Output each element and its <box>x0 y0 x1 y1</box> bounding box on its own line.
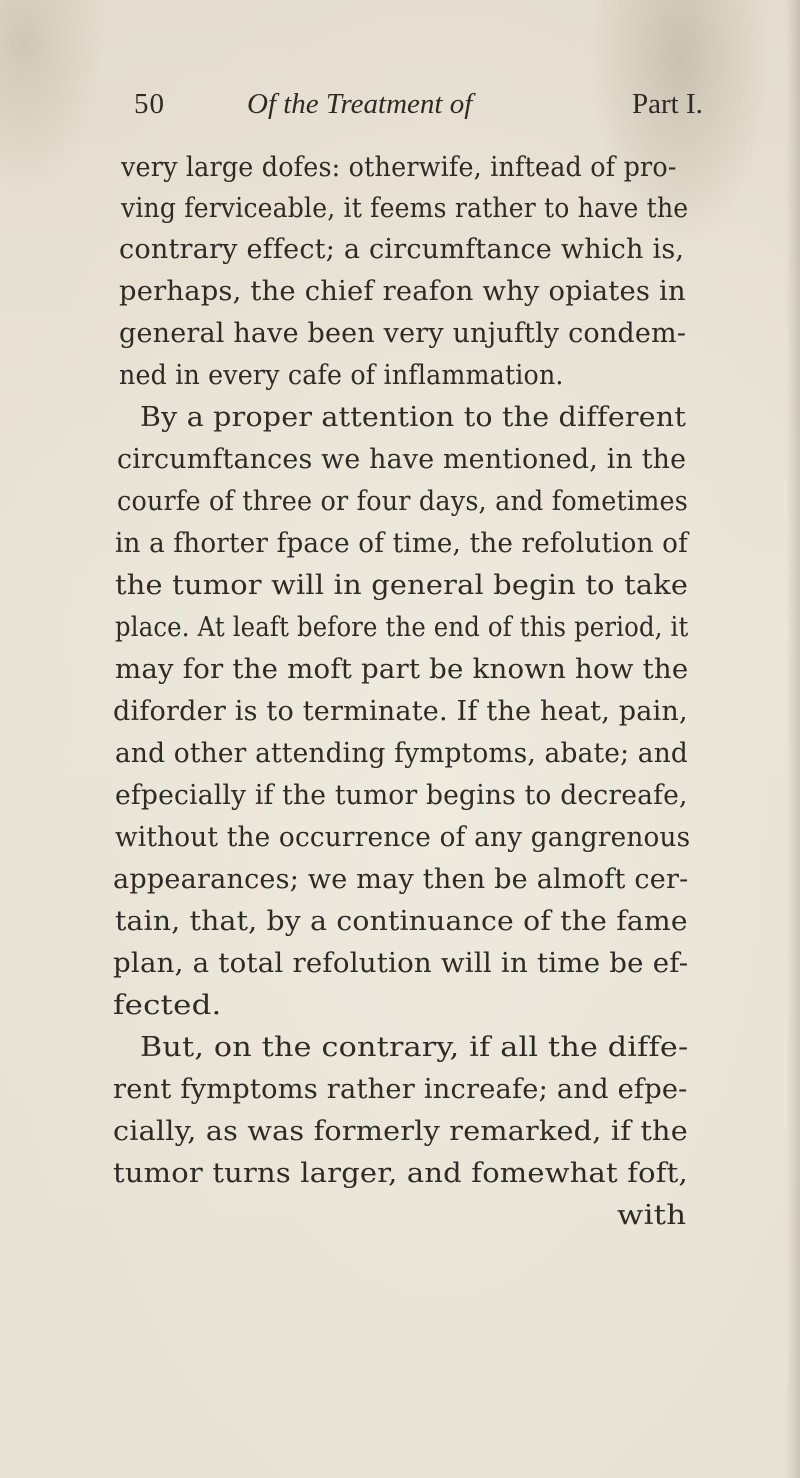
text-line: and other attending fymptoms, abate; and <box>115 737 688 769</box>
text-line: courfe of three or four days, and fometimes <box>117 485 689 517</box>
text-line: very large dofes: otherwife, inftead of pro- <box>121 151 677 183</box>
text-line: without the occurrence of any gangrenous <box>115 821 691 853</box>
text-line: in a fhorter fpace of time, the refolution of <box>115 527 688 559</box>
text-line: ving ferviceable, it feems rather to have the <box>121 192 689 224</box>
text-line: tain, that, by a continuance of the fame <box>115 905 688 937</box>
text-line: By a proper attention to the different <box>140 401 687 433</box>
text-line: the tumor will in general begin to take <box>115 569 689 601</box>
running-title: Of the Treatment of <box>247 88 473 120</box>
text-line: ned in every cafe of inflammation. <box>119 359 564 391</box>
text-line: place. At leaft before the end of this period, it <box>115 611 689 643</box>
page-number: 50 <box>134 88 165 120</box>
text-line: But, on the contrary, if all the diffe- <box>140 1031 689 1063</box>
text-line: may for the moft part be known how the <box>115 653 689 685</box>
part-label: Part I. <box>632 88 703 120</box>
catchword: with <box>617 1199 687 1231</box>
text-line: fected. <box>113 989 222 1021</box>
text-line: efpecially if the tumor begins to decreafe, <box>115 779 688 811</box>
text-line: cially, as was formerly remarked, if the <box>113 1115 688 1147</box>
running-head <box>0 88 800 128</box>
text-line: perhaps, the chief reafon why opiates in <box>119 275 686 307</box>
text-line: rent fymptoms rather increafe; and efpe- <box>113 1073 688 1105</box>
text-line: plan, a total refolution will in time be ef- <box>113 947 689 979</box>
text-line: circumftances we have mentioned, in the <box>117 443 687 475</box>
text-line: appearances; we may then be almoft cer- <box>113 863 689 895</box>
text-line: diforder is to terminate. If the heat, pain, <box>113 695 688 727</box>
text-line: contrary effect; a circumftance which is, <box>119 233 685 265</box>
text-line: general have been very unjuftly condem- <box>119 317 687 349</box>
text-line: tumor turns larger, and fomewhat foft, <box>113 1157 688 1189</box>
